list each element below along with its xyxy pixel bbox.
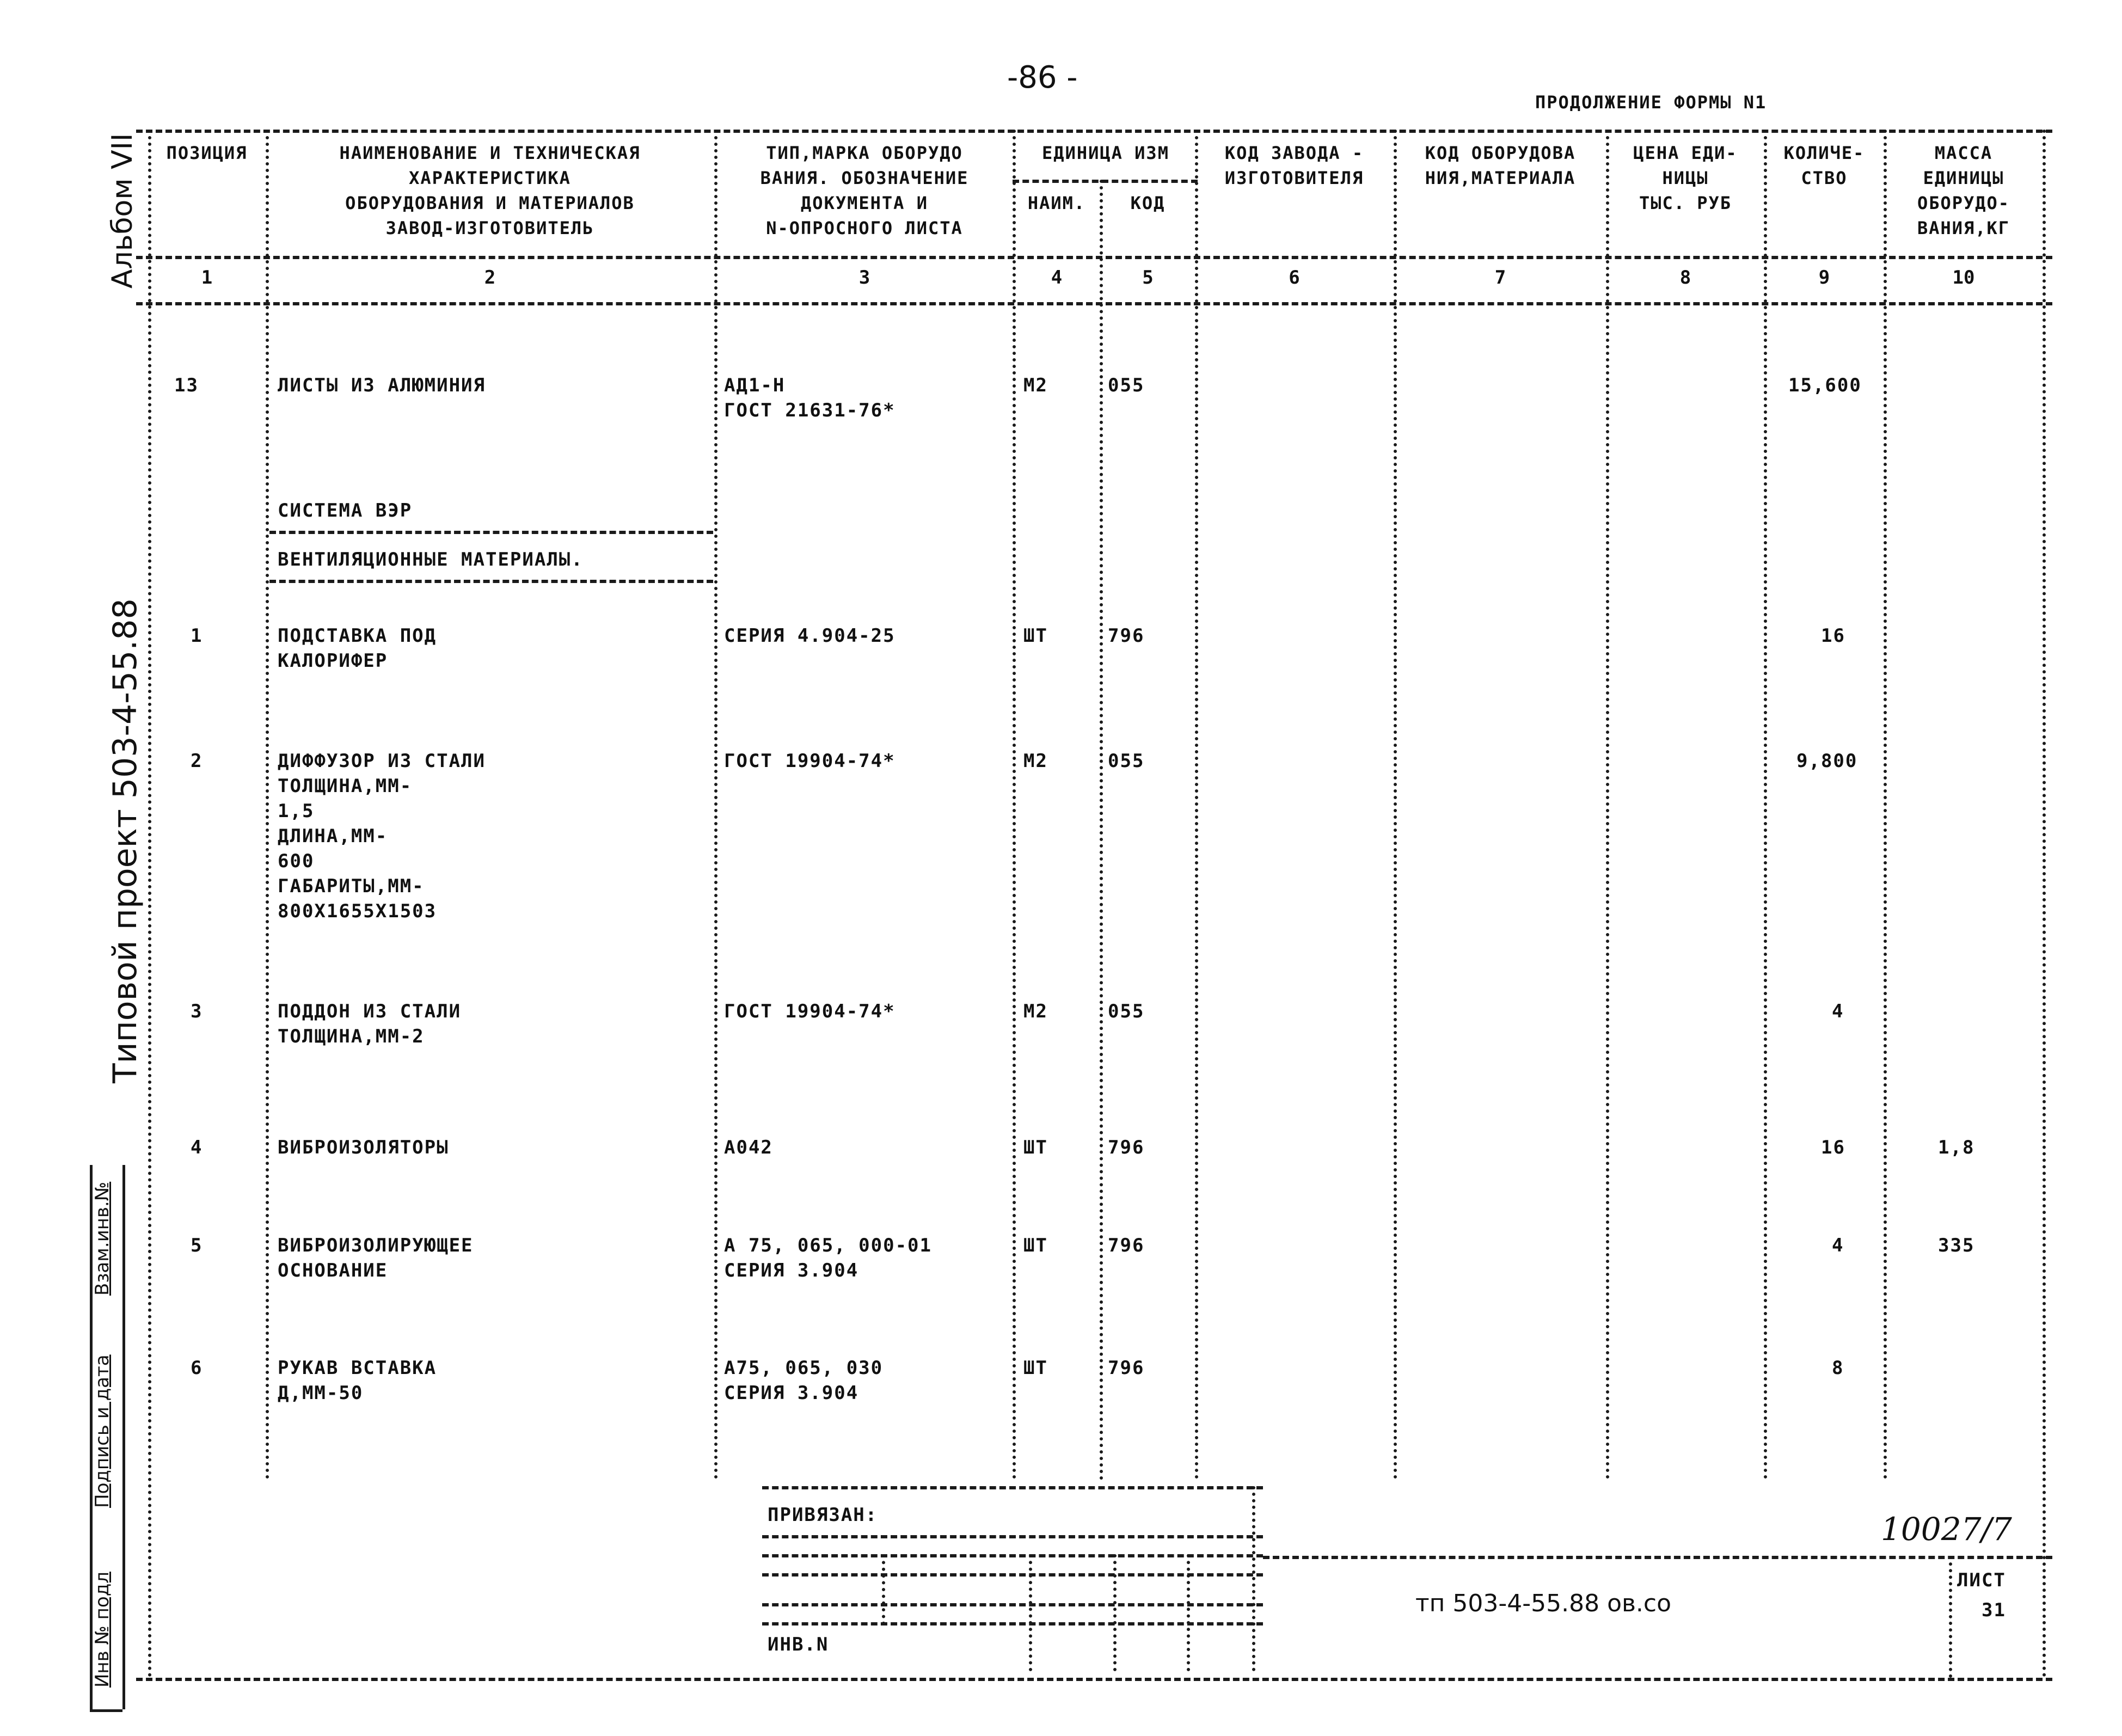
stamp-rule <box>762 1535 1263 1538</box>
row-unit-code: 055 <box>1108 750 1145 772</box>
row-name: ПОДДОН ИЗ СТАЛИ ТОЛЩИНА,ММ-2 <box>278 1001 462 1047</box>
side-album-label: Альбом VII <box>106 133 139 289</box>
row-type: ГОСТ 19904-74* <box>724 1001 896 1022</box>
header-name: НАИМЕНОВАНИЕ И ТЕХНИЧЕСКАЯ ХАРАКТЕРИСТИКА ОБОРУДОВАНИЯ И МАТЕРИАЛОВ ЗАВОД-ИЗГОТОВИТЕЛЬ <box>339 143 641 238</box>
col-divider <box>2043 130 2046 1678</box>
row-position: 5 <box>191 1235 203 1256</box>
row-unit: М2 <box>1023 750 1048 772</box>
unit-group-rule <box>1013 180 1198 183</box>
section-rule <box>269 580 713 583</box>
row-mass: 335 <box>1938 1235 1975 1256</box>
side-sign-date-label: Подпись и дата <box>91 1354 113 1508</box>
row-position: 2 <box>191 750 203 772</box>
column-number: 1 <box>201 267 213 289</box>
header-position: ПОЗИЦИЯ <box>166 143 248 163</box>
row-position: 13 <box>174 375 199 396</box>
col-divider <box>1764 130 1767 1480</box>
column-number: 6 <box>1289 267 1300 289</box>
row-unit-code: 796 <box>1108 1235 1145 1256</box>
continuation-title: ПРОДОЛЖЕНИЕ ФОРМЫ N1 <box>1535 92 1767 113</box>
row-type: АД1-Н ГОСТ 21631-76* <box>724 375 896 421</box>
stamp-rule <box>1263 1556 2052 1559</box>
row-unit: М2 <box>1023 1001 1048 1022</box>
row-unit: ШТ <box>1023 1137 1048 1158</box>
row-type: А75, 065, 030 СЕРИЯ 3.904 <box>724 1357 884 1404</box>
row-position: 1 <box>191 625 203 647</box>
column-number: 3 <box>858 267 870 289</box>
header-equipment-code: КОД ОБОРУДОВА НИЯ,МАТЕРИАЛА <box>1425 143 1576 188</box>
stamp-divider <box>1029 1554 1032 1671</box>
row-quantity: 15,600 <box>1788 375 1862 396</box>
side-vzam-inv-label: Взам.инв.№ <box>91 1181 113 1296</box>
section-system-title: СИСТЕМА ВЭР <box>278 500 413 522</box>
stamp-divider <box>1252 1486 1255 1671</box>
col-divider <box>1100 180 1103 1481</box>
col-divider <box>714 130 717 1480</box>
page-number: -86 - <box>1007 60 1078 95</box>
row-unit: М2 <box>1023 375 1048 396</box>
row-unit: ШТ <box>1023 1357 1048 1379</box>
row-quantity: 16 <box>1821 1137 1845 1158</box>
header-unit-code: КОД <box>1130 193 1166 213</box>
section-rule <box>269 531 713 534</box>
row-unit-code: 796 <box>1108 1357 1145 1379</box>
section-group-title: ВЕНТИЛЯЦИОННЫЕ МАТЕРИАЛЫ. <box>278 549 584 571</box>
col-divider <box>1606 130 1609 1480</box>
stamp-sheet-label: ЛИСТ <box>1957 1569 2006 1591</box>
row-type: СЕРИЯ 4.904-25 <box>724 625 896 647</box>
column-number: 4 <box>1051 267 1063 289</box>
header-type: ТИП,МАРКА ОБОРУДО ВАНИЯ. ОБОЗНАЧЕНИЕ ДОКУМЕНТА И N-ОПРОСНОГО ЛИСТА <box>760 143 969 238</box>
column-number: 5 <box>1142 267 1154 289</box>
column-number: 10 <box>1952 267 1975 289</box>
row-quantity: 8 <box>1832 1357 1844 1379</box>
row-unit: ШТ <box>1023 1235 1048 1256</box>
side-frame-bottom <box>90 1709 122 1712</box>
stamp-divider <box>882 1554 885 1625</box>
side-inv-orig-label: Инв № подл <box>91 1572 113 1688</box>
header-mass: МАССА ЕДИНИЦЫ ОБОРУДО- ВАНИЯ,КГ <box>1917 143 2010 238</box>
header-quantity: КОЛИЧЕ- СТВО <box>1783 143 1865 188</box>
row-unit-code: 796 <box>1108 625 1145 647</box>
row-quantity: 16 <box>1821 625 1845 647</box>
column-number: 2 <box>484 267 496 289</box>
row-unit-code: 055 <box>1108 375 1145 396</box>
row-position: 6 <box>191 1357 203 1379</box>
row-unit-code: 796 <box>1108 1137 1145 1158</box>
side-project-label: Типовой проект 503-4-55.88 <box>106 598 144 1083</box>
header-unit-price: ЦЕНА ЕДИ- НИЦЫ ТЫС. РУБ <box>1633 143 1738 213</box>
row-name: ЛИСТЫ ИЗ АЛЮМИНИЯ <box>278 375 486 396</box>
stamp-rule <box>762 1486 1263 1489</box>
row-name: ВИБРОИЗОЛИРУЮЩЕЕ ОСНОВАНИЕ <box>278 1235 474 1281</box>
stamp-handwritten-number: 10027/7 <box>1881 1511 2012 1548</box>
row-unit: ШТ <box>1023 625 1048 647</box>
stamp-privyazan: ПРИВЯЗАН: <box>768 1504 878 1526</box>
row-quantity: 9,800 <box>1796 750 1858 772</box>
row-name: ПОДСТАВКА ПОД КАЛОРИФЕР <box>278 625 437 672</box>
stamp-inv: ИНВ.N <box>768 1634 829 1655</box>
row-unit-code: 055 <box>1108 1001 1145 1022</box>
col-divider <box>1394 130 1397 1480</box>
stamp-divider <box>1187 1554 1190 1671</box>
stamp-sheet-number: 31 <box>1982 1599 2006 1621</box>
stamp-divider <box>1949 1556 1952 1678</box>
side-frame-line <box>90 1165 93 1709</box>
col-divider <box>148 130 151 1678</box>
row-quantity: 4 <box>1832 1235 1844 1256</box>
row-quantity: 4 <box>1832 1001 1844 1022</box>
column-number: 8 <box>1679 267 1691 289</box>
col-divider <box>1884 130 1887 1480</box>
header-factory-code: КОД ЗАВОДА - ИЗГОТОВИТЕЛЯ <box>1224 143 1364 188</box>
row-type: А 75, 065, 000-01 СЕРИЯ 3.904 <box>724 1235 932 1281</box>
row-type: А042 <box>724 1137 773 1158</box>
row-name: ДИФФУЗОР ИЗ СТАЛИ ТОЛЩИНА,ММ- 1,5 ДЛИНА,ММ- 600 ГАБАРИТЫ,ММ- 800X1655X1503 <box>278 750 486 922</box>
col-divider <box>1013 130 1016 1480</box>
row-position: 4 <box>191 1137 203 1158</box>
stamp-doc-code: тп 503-4-55.88 ов.со <box>1415 1590 1672 1617</box>
header-unit-group: ЕДИНИЦА ИЗМ <box>1042 143 1169 163</box>
col-divider <box>1195 130 1198 1480</box>
row-position: 3 <box>191 1001 203 1022</box>
column-number: 7 <box>1494 267 1506 289</box>
row-name: РУКАВ ВСТАВКА Д,ММ-50 <box>278 1357 437 1404</box>
stamp-divider <box>1113 1554 1117 1671</box>
header-unit-name: НАИМ. <box>1027 193 1086 213</box>
row-name: ВИБРОИЗОЛЯТОРЫ <box>278 1137 449 1158</box>
row-type: ГОСТ 19904-74* <box>724 750 896 772</box>
row-mass: 1,8 <box>1938 1137 1975 1158</box>
col-divider <box>266 130 269 1480</box>
side-frame-line-2 <box>122 1165 125 1709</box>
page-bottom-rule <box>136 1678 2052 1681</box>
column-number: 9 <box>1818 267 1830 289</box>
